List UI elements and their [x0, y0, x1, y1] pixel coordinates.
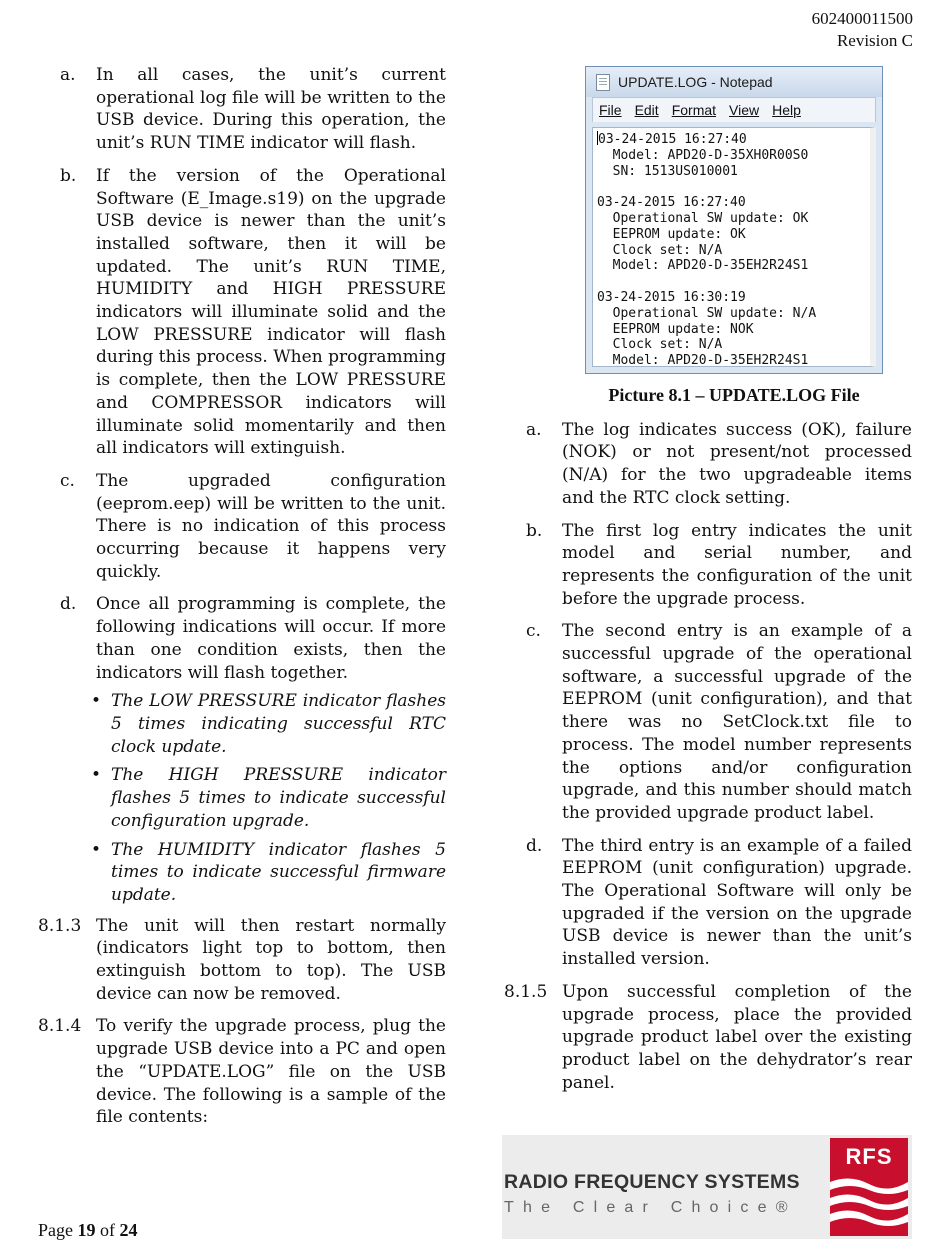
notepad-icon: [596, 74, 610, 91]
rfs-logo: [830, 1138, 908, 1236]
list-marker: a.: [526, 419, 542, 440]
page-word: Page: [38, 1220, 73, 1240]
menu-file: File: [599, 101, 622, 118]
log-line: EEPROM update: NOK: [597, 321, 754, 337]
menu-format: Format: [671, 101, 717, 118]
list-item: [38, 593, 446, 684]
step-text: To verify the upgrade process, plug the upgrade USB device into a PC and open the “UPDATE.LOG” file on the USB device. The following is a sample of the file contents:: [96, 1016, 446, 1128]
list-marker: b.: [60, 165, 77, 186]
log-line: Model: APD20-D-35EH2R24S1: [597, 258, 809, 274]
log-line: Operational SW update: N/A: [597, 305, 817, 321]
revision: Revision C: [836, 31, 913, 50]
bullet-text: The HUMIDITY indicator flashes 5 times to indicate successful firmware update.: [111, 839, 446, 905]
log-line: Operational SW update: OK: [597, 210, 809, 226]
step-item: [38, 915, 446, 1006]
notepad-title: UPDATE.LOG - Notepad: [618, 73, 773, 90]
log-line: Clock set: N/A: [597, 337, 723, 353]
list-item: [504, 520, 912, 611]
left-column: [38, 64, 446, 1139]
list-marker: d.: [526, 835, 543, 856]
list-text: The log indicates success (OK), failure (NOK) or not present/not processed (N/A) for the two upgradeable items and the RTC clock setting.: [562, 419, 912, 508]
list-item: [38, 165, 446, 460]
step-number: 8.1.3: [38, 915, 82, 936]
step-number: 8.1.5: [504, 981, 548, 1002]
list-text: If the version of the Operational Software (E_Image.s19) on the upgrade USB device is newer than the unit’s installed software, then it will be updated. The unit’s RUN TIME, HUMIDITY and HIGH PRESSURE indicators will illuminate solid and the LOW PRESSURE indicator will flash during this process. When programming is complete, then the LOW PRESSURE and COMPRESSOR indicators will illuminate solid momentarily and then all indicators will extinguish.: [96, 165, 446, 459]
page-number: 19: [77, 1220, 96, 1240]
list-item: [504, 419, 912, 510]
figure-caption: Picture 8.1 – UPDATE.LOG File: [608, 385, 860, 405]
notepad-screenshot: [585, 66, 883, 374]
log-line: 03-24-2015 16:30:19: [597, 289, 746, 305]
bullet-dot-icon: •: [91, 765, 102, 786]
doc-number: 602400011500: [811, 9, 913, 28]
list-marker: d.: [60, 594, 77, 615]
menu-help: Help: [772, 101, 801, 118]
menu-view: View: [729, 101, 760, 118]
bullet-dot-icon: •: [91, 691, 102, 712]
page-footer: [38, 1220, 138, 1241]
bullet-dot-icon: •: [91, 839, 102, 860]
log-line: EEPROM update: OK: [597, 226, 746, 242]
log-line: 03-24-2015 16:27:40: [598, 132, 747, 147]
bullet-item: [38, 690, 446, 758]
page-total: 24: [119, 1220, 138, 1240]
notepad-text-area: [592, 127, 876, 367]
log-line: Model: APD20-D-35XH0R00S0: [597, 147, 809, 163]
list-text: The first log entry indicates the unit model and serial number, and represents the configuration of the unit before the upgrade process.: [562, 520, 912, 609]
step-item: [38, 1015, 446, 1129]
right-column: [504, 66, 912, 1104]
list-marker: b.: [526, 520, 543, 541]
log-line: SN: 1513US010001: [597, 163, 738, 179]
list-marker: c.: [526, 621, 541, 642]
rfs-logo-text: RFS: [845, 1144, 893, 1169]
document-header: [812, 8, 913, 52]
bullet-item: [38, 839, 446, 907]
list-text: The third entry is an example of a failed EEPROM (unit configuration) upgrade. The Operational Software will only be upgraded if the version on the upgrade USB device is newer than the unit’s installed version.: [562, 835, 912, 970]
list-text: In all cases, the unit’s current operational log file will be written to the USB device. During this operation, the unit’s RUN TIME indicator will flash.: [96, 65, 446, 154]
list-text: The second entry is an example of a successful upgrade of the operational software, a successful upgrade of the EEPROM (unit configuration), and that there was no SetClock.txt file to process. The model number represents the options and/or configuration upgrade, and this number should match the provided upgrade product label.: [562, 621, 912, 823]
step-number: 8.1.4: [38, 1016, 82, 1037]
logo-waves-icon: [830, 1138, 908, 1236]
step-text: Upon successful completion of the upgrade process, place the provided upgrade product label over the existing product label on the dehydrator’s rear panel.: [562, 981, 912, 1093]
notepad-menu-bar: [592, 97, 876, 122]
log-line: Model: APD20-D-35EH2R24S1: [597, 353, 809, 369]
list-text: The upgraded configuration (eeprom.eep) will be written to the unit. There is no indication of this process occurring because it happens very quickly.: [96, 470, 446, 582]
list-text: Once all programming is complete, the following indications will occur. If more than one condition exists, then the indicators will flash together.: [96, 594, 446, 683]
list-marker: c.: [60, 470, 75, 491]
step-text: The unit will then restart normally (indicators light top to bottom, then extinguish bottom to top). The USB device can now be removed.: [96, 915, 446, 1004]
bullet-item: [38, 764, 446, 832]
log-line: 03-24-2015 16:27:40: [597, 195, 746, 211]
list-item: [504, 835, 912, 971]
notepad-title-bar: [586, 67, 882, 97]
company-name: RADIO FREQUENCY SYSTEMS: [504, 1171, 800, 1193]
step-item: [504, 981, 912, 1095]
list-item: [38, 470, 446, 584]
company-tagline: The Clear Choice®: [504, 1199, 797, 1216]
of-word: of: [100, 1220, 115, 1240]
bullet-text: The HIGH PRESSURE indicator flashes 5 times to indicate successful configuration upgrade.: [111, 765, 446, 831]
log-line: Clock set: N/A: [597, 242, 723, 258]
bullet-text: The LOW PRESSURE indicator flashes 5 times indicating successful RTC clock update.: [111, 691, 446, 757]
list-marker: a.: [60, 65, 76, 85]
menu-edit: Edit: [634, 101, 659, 118]
list-item: [504, 620, 912, 824]
list-item: [38, 64, 446, 155]
